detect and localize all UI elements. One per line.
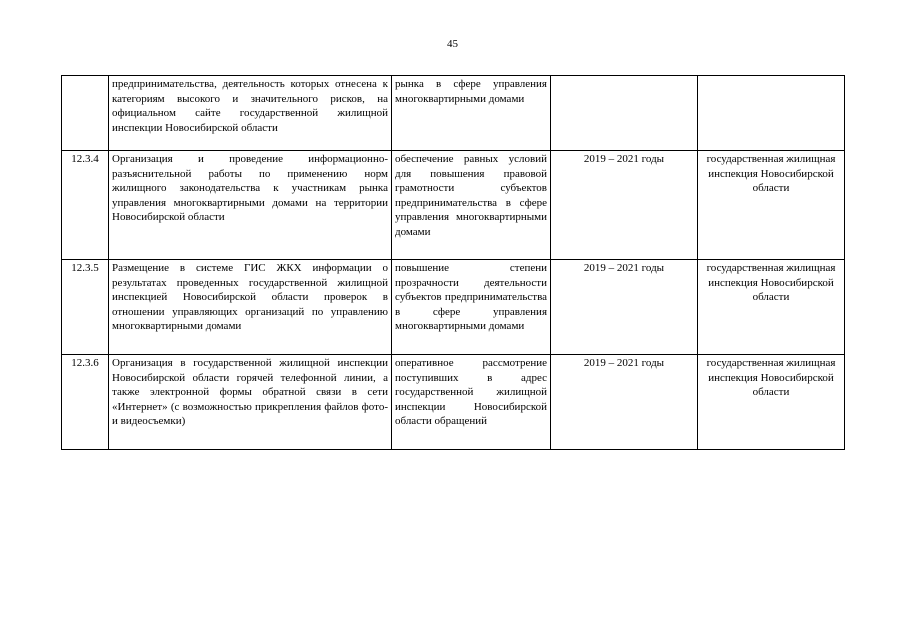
measure-description: Организация и проведение информационно-разъяснительной работы по применению норм жилищного законодательства к участникам рынка управления многоквартирными домами на территории Новосибирской области (109, 151, 392, 260)
row-number (62, 76, 109, 151)
table-row (62, 355, 845, 450)
measure-description: Размещение в системе ГИС ЖКХ информации о результатах проведенных государственной жилищной инспекцией Новосибирской области проверок в отношении управляющих организаций по управлению многоквартирными домами (109, 260, 392, 355)
responsible-executor: государственная жилищная инспекция Новосибирской области (698, 151, 845, 260)
implementation-period: 2019 – 2021 годы (551, 151, 698, 260)
measure-description: Организация в государственной жилищной инспекции Новосибирской области горячей телефонной линии, а также электронной формы обратной связи в сети «Интернет» (с возможностью прикрепления файлов фото- и видеосъемки) (109, 355, 392, 450)
responsible-executor: государственная жилищная инспекция Новосибирской области (698, 260, 845, 355)
implementation-period: 2019 – 2021 годы (551, 260, 698, 355)
implementation-period (551, 76, 698, 151)
table-row (62, 76, 845, 151)
expected-result: обеспечение равных условий для повышения правовой грамотности субъектов предпринимательства в сфере управления многоквартирными домами (392, 151, 551, 260)
responsible-executor (698, 76, 845, 151)
expected-result: повышение степени прозрачности деятельности субъектов предпринимательства в сфере управления многоквартирными домами (392, 260, 551, 355)
measure-description: предпринимательства, деятельность которых отнесена к категориям высокого и значительного рисков, на официальном сайте государственной жилищной инспекции Новосибирской области (109, 76, 392, 151)
row-number: 12.3.6 (62, 355, 109, 450)
table-row (62, 260, 845, 355)
expected-result: оперативное рассмотрение поступивших в адрес государственной жилищной инспекции Новосибирской области обращений (392, 355, 551, 450)
row-number: 12.3.5 (62, 260, 109, 355)
expected-result: рынка в сфере управления многоквартирными домами (392, 76, 551, 151)
measures-table (61, 75, 845, 450)
page-number: 45 (447, 38, 458, 50)
implementation-period: 2019 – 2021 годы (551, 355, 698, 450)
row-number: 12.3.4 (62, 151, 109, 260)
responsible-executor: государственная жилищная инспекция Новосибирской области (698, 355, 845, 450)
table-row (62, 151, 845, 260)
